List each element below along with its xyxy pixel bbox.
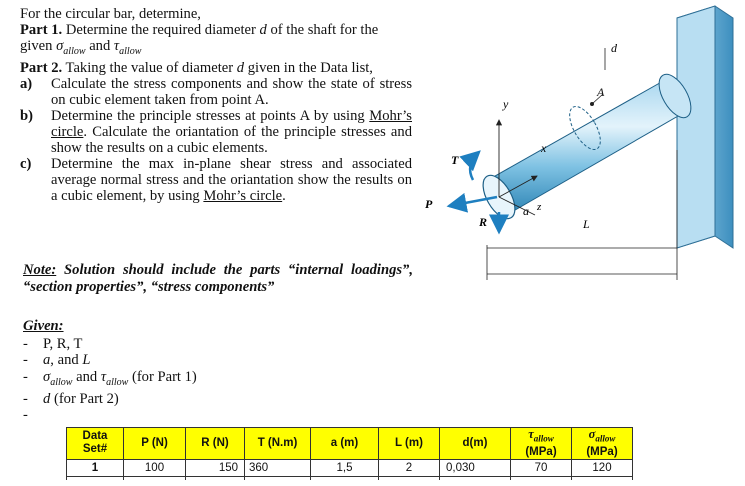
part1-text — [20, 22, 412, 60]
item-b — [20, 108, 412, 156]
svg-text:d: d — [611, 41, 617, 55]
item-c-label: c) — [20, 155, 32, 172]
circular-shaft — [477, 69, 698, 224]
part2-label: Part 2. — [20, 59, 63, 76]
given-line-2: - a, and L — [23, 352, 91, 368]
part1-and: and — [89, 38, 111, 54]
cell-sigma: 120 — [572, 459, 633, 476]
intro-text: For the circular bar, determine, — [20, 6, 201, 22]
svg-text:P: P — [425, 197, 433, 211]
part2-text-b: given in the Data list, — [247, 59, 373, 76]
cell-set: 1 — [67, 459, 124, 476]
item-b-mohr-link: Mohr’s circle — [51, 107, 412, 140]
th-p: P (N) — [124, 428, 186, 460]
part1-label: Part 1. — [20, 22, 63, 38]
cell-t: 360 — [245, 459, 311, 476]
th-r: R (N) — [186, 428, 245, 460]
cell-r: 150 — [186, 459, 245, 476]
sigma-allow-symbol: $\sigma_{allow}$ — [56, 38, 86, 57]
label-A: A — [597, 85, 605, 99]
problem-statement — [20, 6, 412, 204]
svg-text:a: a — [523, 204, 529, 218]
svg-text:L: L — [583, 217, 590, 231]
part2-sym-d: d — [236, 59, 245, 76]
table-row — [67, 459, 633, 476]
svg-text:z: z — [537, 201, 542, 213]
cell-p: 100 — [124, 459, 186, 476]
th-data-set: Data Set# — [67, 428, 124, 460]
part1-sym-d: d — [259, 22, 267, 38]
svg-text:x: x — [541, 141, 547, 155]
svg-text:T: T — [451, 153, 459, 167]
svg-text:y: y — [503, 97, 509, 111]
part2-text-a: Taking the value of diameter — [65, 59, 234, 76]
table-header-row — [67, 428, 633, 460]
cell-d: 0,030 — [440, 459, 511, 476]
item-b-label: b) — [20, 107, 33, 124]
item-a-text: Calculate the stress components and show the state of stress on cubic element taken from point A. — [51, 75, 412, 108]
cell-tau: 70 — [511, 459, 572, 476]
note — [23, 262, 413, 296]
part1-text-a: Determine the required diameter — [65, 22, 256, 38]
th-a: a (m) — [311, 428, 379, 460]
item-c — [20, 156, 412, 204]
item-a — [20, 76, 412, 108]
item-c-text-b: . — [282, 187, 286, 204]
item-c-mohr-link: Mohr’s circle — [203, 187, 283, 204]
given-section: Given: - P, R, T - a, and L - $\sigma_{allow}$ and $\tau_{allow}$ (for Part 1) - d (for Part 2) - — [23, 318, 197, 424]
th-sigma-allow: $\sigma_{allow}$ (MPa) — [572, 428, 633, 460]
th-d: d(m) — [440, 428, 511, 460]
part2-text — [20, 60, 412, 76]
tau-allow-symbol: $\tau_{allow}$ — [113, 38, 142, 57]
shaft-figure — [415, 0, 740, 300]
th-tau-allow: $\tau_{allow}$ (MPa) — [511, 428, 572, 460]
note-label: Note: — [23, 262, 57, 278]
cell-l: 2 — [379, 459, 440, 476]
th-t: T (N.m) — [245, 428, 311, 460]
item-b-text-b: . Calculate the oriantation of the principle stresses and show the results on a cubic elements. — [51, 123, 412, 156]
given-line-3: - $\sigma_{allow}$ and $\tau_{allow}$ (for Part 1) — [23, 368, 197, 388]
cell-a: 1,5 — [311, 459, 379, 476]
given-line-4: - d (for Part 2) — [23, 390, 119, 407]
fixed-wall — [677, 6, 733, 248]
item-c-text-a: Determine the max in-plane shear stress and associated average normal stress and the oriantation show the results on a cubic element, by using — [51, 155, 412, 204]
given-header: Given: — [23, 318, 64, 334]
svg-text:R: R — [479, 215, 488, 229]
th-l: L (m) — [379, 428, 440, 460]
given-line-1: - P, R, T — [23, 335, 83, 352]
note-text: Solution should include the parts “internal loadings”, “section properties”, “stress components” — [23, 262, 413, 295]
part1-text-b: of the shaft for the given — [20, 22, 379, 54]
item-b-text-a: Determine the principle stresses at points A by using — [51, 107, 365, 124]
table-row-partial — [67, 476, 633, 480]
item-a-label: a) — [20, 75, 33, 92]
data-table — [66, 427, 633, 480]
